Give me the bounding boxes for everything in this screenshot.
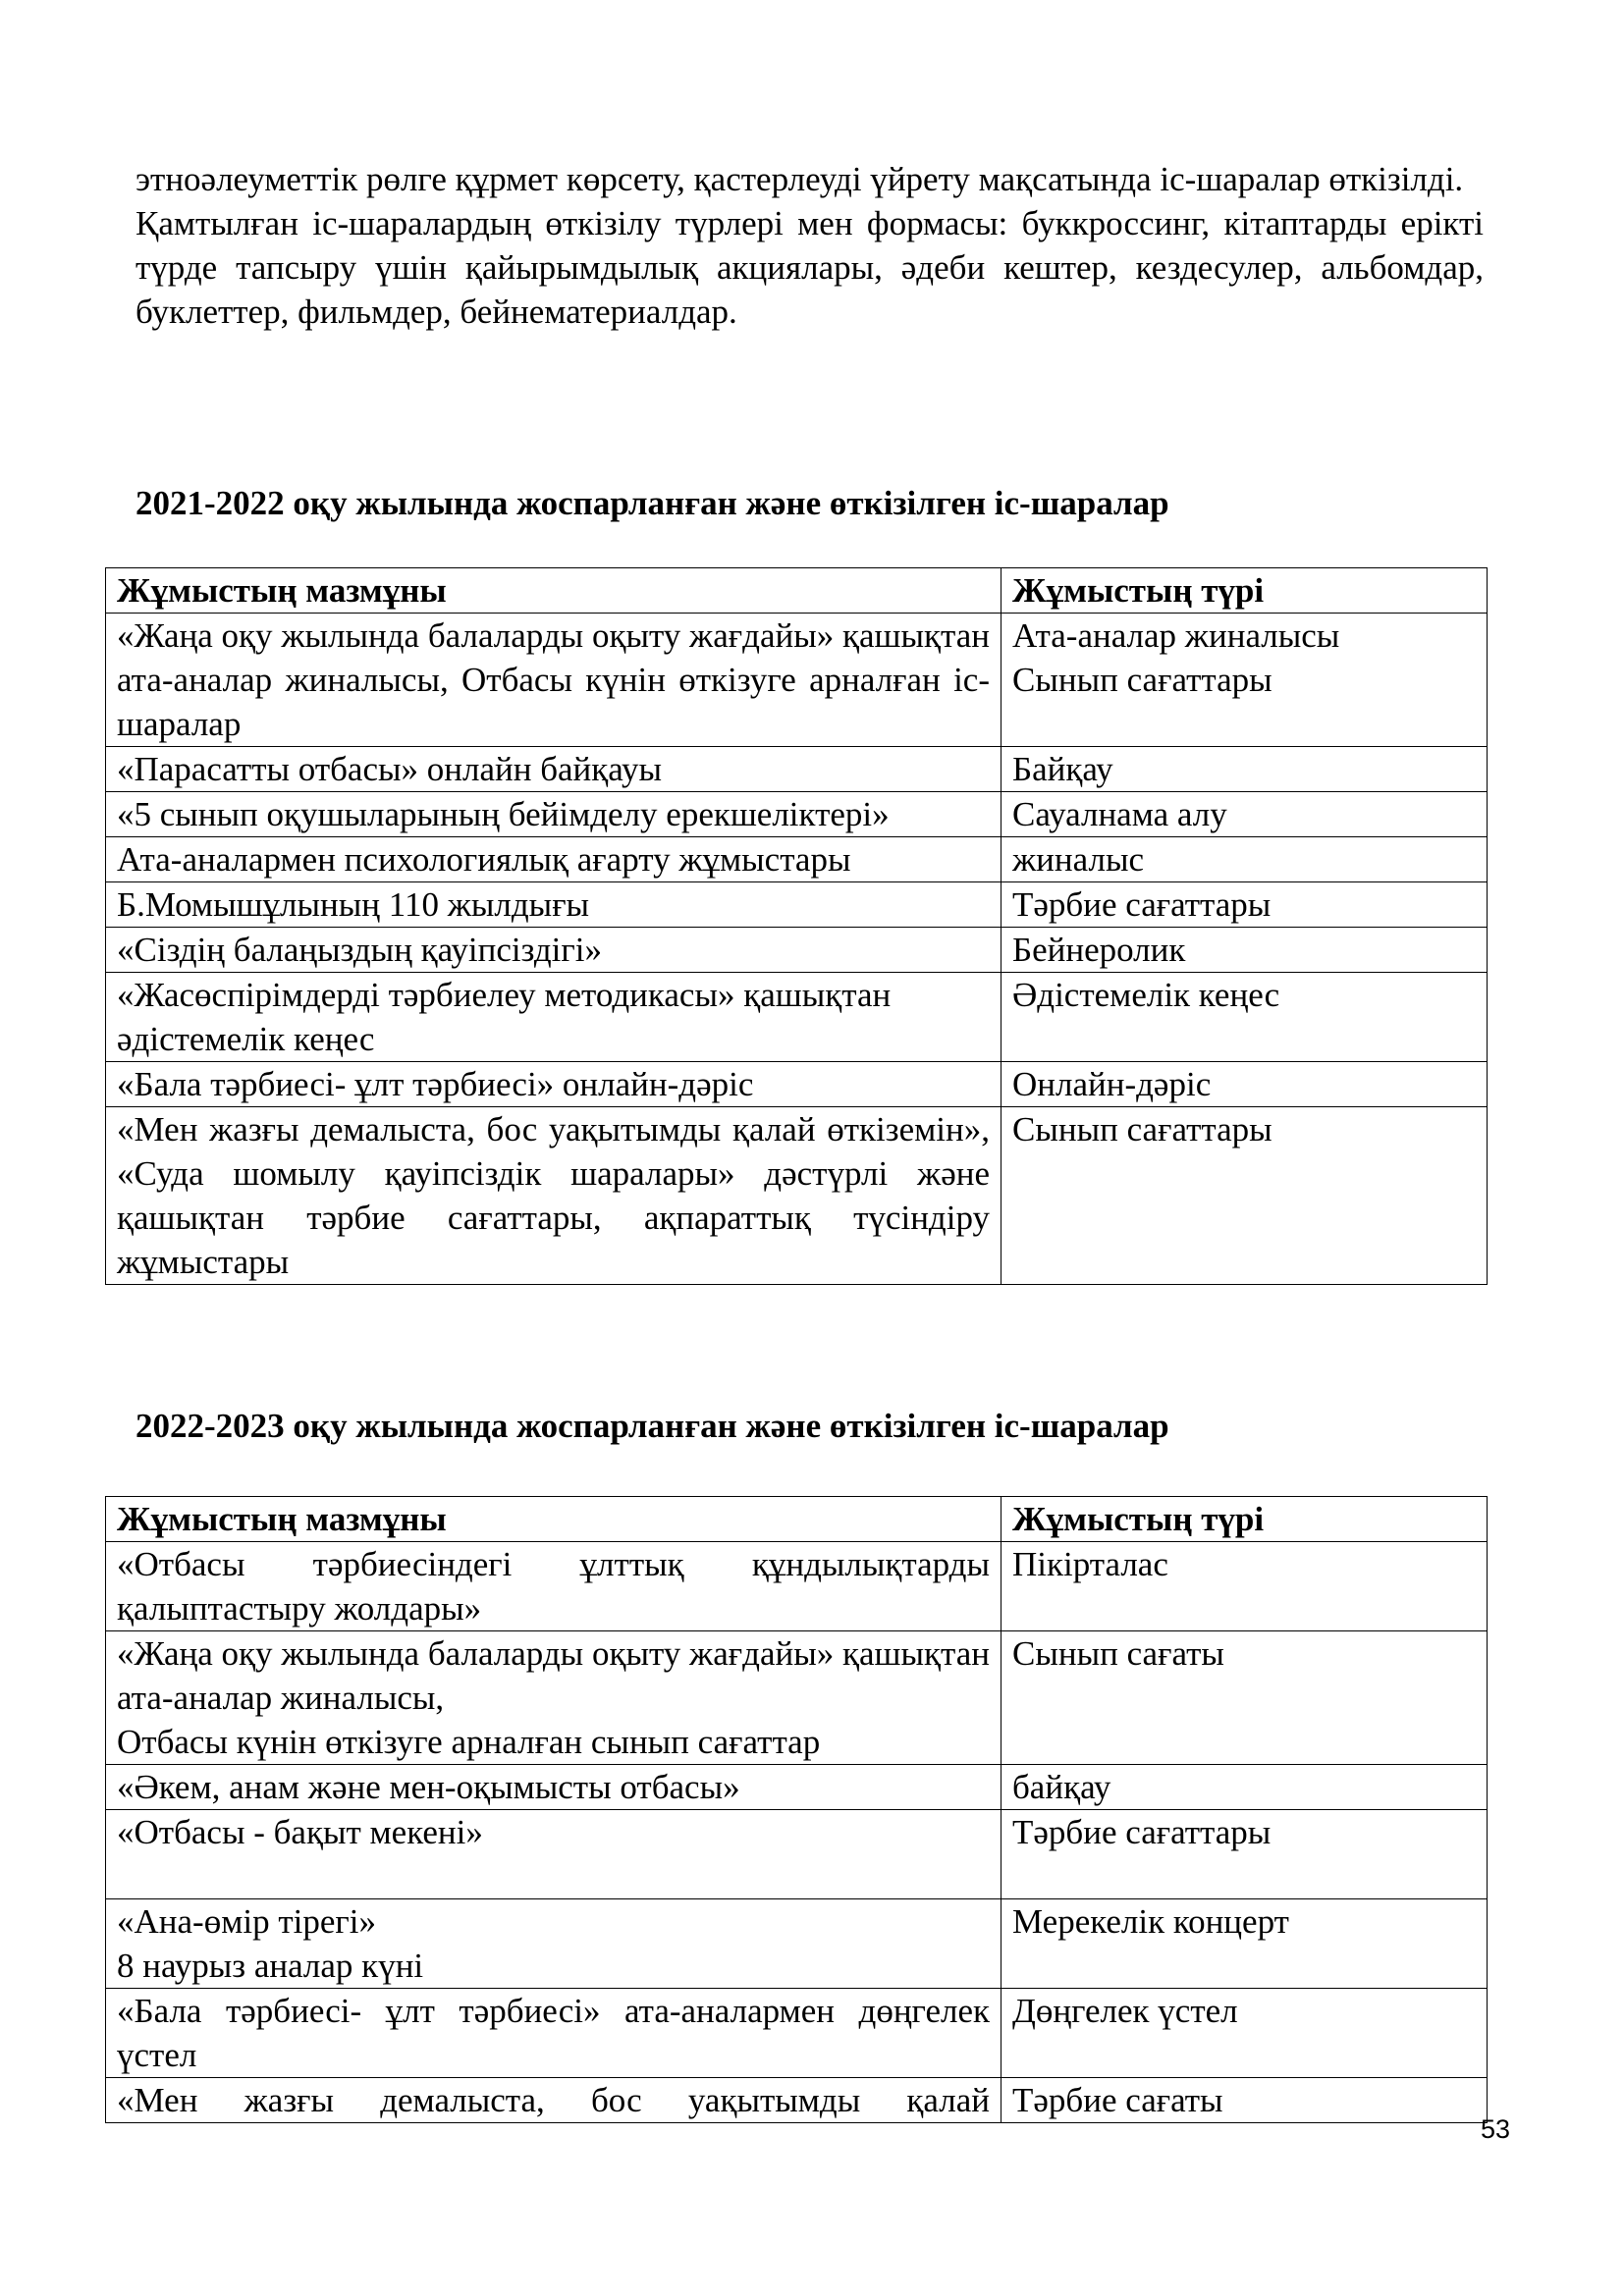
column-header-content: Жұмыстың мазмұны <box>106 1497 1001 1542</box>
section-1-title: 2021-2022 оқу жылында жоспарланған және өткізілген іс-шаралар <box>135 484 1169 522</box>
table-row <box>106 973 1488 1062</box>
table-row <box>106 2078 1488 2123</box>
table-header-row <box>106 1497 1488 1542</box>
content-cell: «Ана-өмір тірегі» 8 наурыз аналар күні <box>106 1899 1001 1989</box>
content-cell: «Сіздің балаңыздың қауіпсіздігі» <box>106 928 1001 973</box>
table-row <box>106 1107 1488 1285</box>
table-row <box>106 928 1488 973</box>
content-cell: «Мен жазғы демалыста, бос уақытымды қалай <box>106 2078 1001 2123</box>
content-cell: «5 сынып оқушыларының бейімделу ерекшеліктері» <box>106 792 1001 837</box>
type-cell: байқау <box>1001 1765 1488 1810</box>
table-row <box>106 1810 1488 1899</box>
content-cell: «Отбасы тәрбиесіндегі ұлттық құндылықтарды қалыптастыру жолдары» <box>106 1542 1001 1631</box>
table-row <box>106 792 1488 837</box>
content-cell: «Жаңа оқу жылында балаларды оқыту жағдайы» қашықтан ата-аналар жиналысы, Отбасы күнін өткізуге арналған іс-шаралар <box>106 614 1001 747</box>
content-cell: «Әкем, анам және мен-оқымысты отбасы» <box>106 1765 1001 1810</box>
type-cell: Байқау <box>1001 747 1488 792</box>
table-row <box>106 1989 1488 2078</box>
table-row <box>106 1631 1488 1765</box>
type-cell: Онлайн-дәріс <box>1001 1062 1488 1107</box>
events-table-2021-2022 <box>105 567 1488 1285</box>
column-header-content: Жұмыстың мазмұны <box>106 568 1001 614</box>
content-cell: «Бала тәрбиесі- ұлт тәрбиесі» ата-аналармен дөңгелек үстел <box>106 1989 1001 2078</box>
events-table-2022-2023 <box>105 1496 1488 2123</box>
table-row <box>106 614 1488 747</box>
intro-paragraph-2: Қамтылған іс-шаралардың өткізілу түрлері мен формасы: буккроссинг, кітаптарды ерікті түрде тапсыру үшін қайырымдылық акциялары, әдеби кештер, кездесулер, альбомдар, буклеттер, фильмдер, бейнематериалдар. <box>135 204 1484 331</box>
type-cell: Тәрбие сағаттары <box>1001 1810 1488 1899</box>
table-row <box>106 1765 1488 1810</box>
table-header-row <box>106 568 1488 614</box>
type-line: Ата-аналар жиналысы <box>1012 616 1340 655</box>
intro-text <box>135 157 1484 334</box>
content-cell: Ата-аналармен психологиялық ағарту жұмыстары <box>106 837 1001 882</box>
type-cell: Сауалнама алу <box>1001 792 1488 837</box>
content-cell: «Жасөспірімдерді тәрбиелеу методикасы» қашықтан әдістемелік кеңес <box>106 973 1001 1062</box>
page-number: 53 <box>1481 2114 1511 2144</box>
table-row <box>106 882 1488 928</box>
type-cell: Пікірталас <box>1001 1542 1488 1631</box>
content-cell: «Мен жазғы демалыста, бос уақытымды қалай өткіземін», «Суда шомылу қауіпсіздік шаралары» дәстүрлі және қашықтан тәрбие сағаттары, ақпараттық түсіндіру жұмыстары <box>106 1107 1001 1285</box>
type-cell <box>1001 614 1488 747</box>
type-cell: Мерекелік концерт <box>1001 1899 1488 1989</box>
type-cell: Әдістемелік кеңес <box>1001 973 1488 1062</box>
column-header-type: Жұмыстың түрі <box>1001 1497 1488 1542</box>
content-cell: «Жаңа оқу жылында балаларды оқыту жағдайы» қашықтан ата-аналар жиналысы, Отбасы күнін өткізуге арналған сынып сағаттар <box>106 1631 1001 1765</box>
content-cell: «Бала тәрбиесі- ұлт тәрбиесі» онлайн-дәріс <box>106 1062 1001 1107</box>
table-row <box>106 837 1488 882</box>
table-row <box>106 1542 1488 1631</box>
type-cell: жиналыс <box>1001 837 1488 882</box>
type-cell: Бейнеролик <box>1001 928 1488 973</box>
type-cell: Тәрбие сағаттары <box>1001 882 1488 928</box>
intro-paragraph-1: этноәлеуметтік рөлге құрмет көрсету, қастерлеуді үйрету мақсатында іс-шаралар өткізілді. <box>135 160 1464 198</box>
type-cell: Дөңгелек үстел <box>1001 1989 1488 2078</box>
type-cell: Тәрбие сағаты <box>1001 2078 1488 2123</box>
table-row <box>106 1899 1488 1989</box>
section-2-title: 2022-2023 оқу жылында жоспарланған және өткізілген іс-шаралар <box>135 1407 1169 1445</box>
type-cell: Сынып сағаттары <box>1001 1107 1488 1285</box>
content-cell: «Отбасы - бақыт мекені» <box>106 1810 1001 1899</box>
table-row <box>106 1062 1488 1107</box>
table-row <box>106 747 1488 792</box>
type-line: Сынып сағаттары <box>1012 661 1272 699</box>
content-cell: «Парасатты отбасы» онлайн байқауы <box>106 747 1001 792</box>
type-cell: Сынып сағаты <box>1001 1631 1488 1765</box>
column-header-type: Жұмыстың түрі <box>1001 568 1488 614</box>
content-cell: Б.Момышұлының 110 жылдығы <box>106 882 1001 928</box>
